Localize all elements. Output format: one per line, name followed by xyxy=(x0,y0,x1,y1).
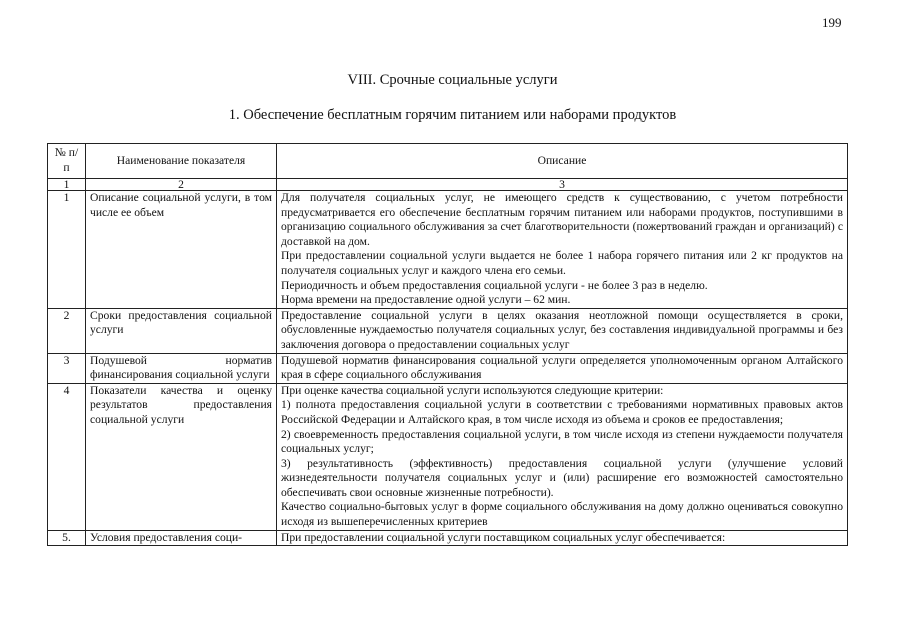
description-paragraph: Для получателя социальных услуг, не имеющего средств к существованию, с учетом потребности предусматривается его обеспечение бесплатным горячим питанием или наборами продуктов, поступившими в организацию социального обслуживания за счет благотворительности (пожертвований граждан и организаций) с доставкой на дом. xyxy=(281,191,843,248)
description-paragraph: При оценке качества социальной услуги используются следующие критерии: xyxy=(281,383,664,397)
table-row xyxy=(48,353,848,383)
description-paragraph: Норма времени на предоставление одной услуги – 62 мин. xyxy=(281,293,571,307)
description-paragraph: 3) результативность (эффективность) предоставления социальной услуги (улучшение условий жизнедеятельности получателя социальных услуг и (или) расширение его возможностей самостоятельно обеспечивать свои основные жизненные потребности). xyxy=(281,456,843,499)
page-number: 199 xyxy=(822,15,842,30)
description-paragraph: 1) полнота предоставления социальной услуги в соответствии с требованиями нормативных правовых актов Российской Федерации и Алтайского края, в том числе исходя из объема и сроков ее предоставления; xyxy=(281,398,843,426)
column-number: 3 xyxy=(277,179,848,191)
subsection-title: 1. Обеспечение бесплатным горячим питанием или наборами продуктов xyxy=(228,107,677,123)
services-table xyxy=(47,143,848,546)
description-paragraph: Подушевой норматив финансирования социальной услуги определяется уполномоченным органом Алтайского края в сфере социального обслуживания xyxy=(281,353,843,382)
row-description xyxy=(277,353,848,383)
section-title: VIII. Срочные социальные услуги xyxy=(347,72,558,88)
description-paragraph: Качество социально-бытовых услуг в форме социального обслуживания на дому должно оцениваться совокупно исходя из вышеперечисленных критериев xyxy=(281,500,843,529)
row-name: Подушевой норматив финансирования социальной услуги xyxy=(86,353,277,383)
column-number: 1 xyxy=(48,179,86,191)
header-name: Наименование показателя xyxy=(86,144,277,179)
header-description: Описание xyxy=(277,144,848,179)
column-number-row xyxy=(48,179,848,191)
row-name: Сроки предоставления социальной услуги xyxy=(86,308,277,353)
description-paragraph: При предоставлении социальной услуги поставщиком социальных услуг обеспечивается: xyxy=(281,530,726,544)
row-name xyxy=(86,530,277,546)
row-description xyxy=(277,191,848,309)
table-row xyxy=(48,308,848,353)
description-paragraph: Периодичность и объем предоставления социальной услуги - не более 3 раз в неделю. xyxy=(281,278,708,292)
row-number: 4 xyxy=(48,383,86,530)
description-paragraph: 2) своевременность предоставления социальной услуги, в том числе исходя из степени нуждаемости получателя социальных услуг; xyxy=(281,427,843,456)
table-row xyxy=(48,530,848,546)
row-name: Показатели качества и оценку результатов предоставления социальной услуги xyxy=(86,383,277,530)
row-description xyxy=(277,308,848,353)
row-number: 5. xyxy=(48,530,86,546)
description-paragraph: При предоставлении социальной услуги выдается не более 1 набора горячего питания или 2 кг продуктов на получателя социальных услуг и каждого члена его семьи. xyxy=(281,249,843,277)
description-paragraph: Предоставление социальной услуги в целях оказания неотложной помощи осуществляется в сроки, обусловленные нуждаемостью получателя социальных услуг, без составления индивидуальной программы и без заключения договора о предоставлении социальных услуг xyxy=(281,308,843,351)
table-header-row xyxy=(48,144,848,179)
row-description xyxy=(277,530,848,546)
row-number: 1 xyxy=(48,191,86,309)
row-number: 2 xyxy=(48,308,86,353)
row-name: Описание социальной услуги, в том числе ее объем xyxy=(86,191,277,309)
row-description xyxy=(277,383,848,530)
row-name-text: Условия предоставления соци- xyxy=(90,530,243,544)
table-row xyxy=(48,191,848,309)
column-number: 2 xyxy=(86,179,277,191)
table-row xyxy=(48,383,848,530)
header-number: № п/п xyxy=(48,144,86,179)
row-number: 3 xyxy=(48,353,86,383)
